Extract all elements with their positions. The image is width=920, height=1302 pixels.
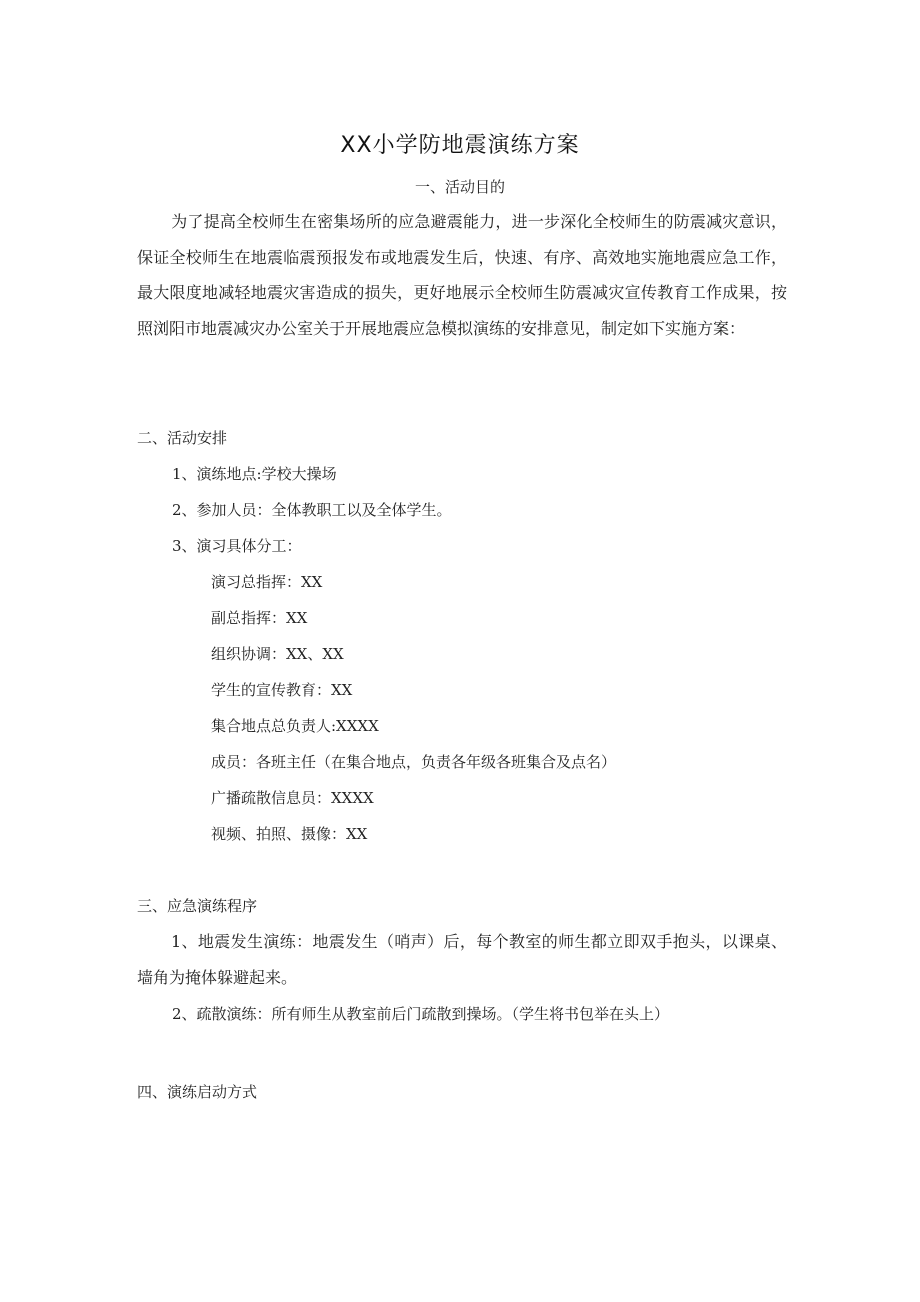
- document-title: XX小学防地震演练方案: [340, 133, 580, 158]
- drill-item-evacuation: 2、疏散演练：所有师生从教室前后门疏散到操场。（学生将书包举在头上）: [172, 1005, 670, 1023]
- drill-item-earthquake: [137, 924, 787, 995]
- arrangement-item-location: 1、演练地点:学校大操场: [172, 465, 337, 483]
- role-members: 成员：各班主任（在集合地点，负责各年级各班集合及点名）: [211, 753, 617, 771]
- section-1-paragraph-text: 为了提高全校师生在密集场所的应急避震能力，进一步深化全校师生的防震减灾意识，保证全校师生在地震临震预报发布或地震发生后，快速、有序、高效地实施地震应急工作，最大限度地减轻地震灾害造成的损失，更好地展示全校师生防震减灾宣传教育工作成果，按照浏阳市地震减灾办公室关于开展地震应急模拟演练的安排意见，制定如下实施方案：: [137, 212, 787, 338]
- section-2-heading: 二、活动安排: [137, 429, 228, 447]
- role-media: 视频、拍照、摄像：XX: [211, 825, 368, 843]
- section-1-heading: 一、活动目的: [414, 178, 505, 196]
- role-assembly-leader: 集合地点总负责人:XXXX: [211, 717, 379, 735]
- section-4-heading: 四、演练启动方式: [137, 1083, 258, 1101]
- arrangement-item-division: 3、演习具体分工：: [172, 537, 302, 555]
- role-chief-commander: 演习总指挥：XX: [211, 573, 323, 591]
- section-1-paragraph: [137, 204, 787, 346]
- role-broadcast: 广播疏散信息员：XXXX: [211, 789, 374, 807]
- arrangement-item-participants: 2、参加人员：全体教职工以及全体学生。: [172, 501, 452, 519]
- role-deputy-commander: 副总指挥：XX: [211, 609, 308, 627]
- section-3-heading: 三、应急演练程序: [137, 897, 258, 915]
- role-student-education: 学生的宣传教育：XX: [211, 681, 353, 699]
- role-coordination: 组织协调：XX、XX: [211, 645, 344, 663]
- drill-item-earthquake-text: 1、地震发生演练：地震发生（哨声）后，每个教室的师生都立即双手抱头，以课桌、墙角为掩体躲避起来。: [137, 932, 787, 987]
